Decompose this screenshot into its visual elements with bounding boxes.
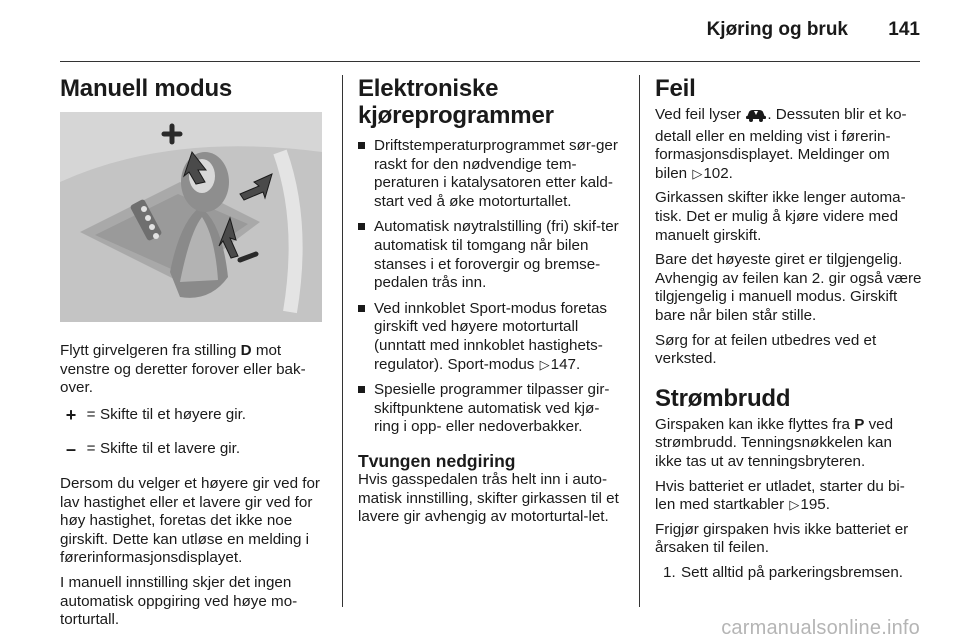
bullet-icon bbox=[358, 305, 365, 312]
bullet-icon bbox=[358, 223, 365, 230]
page-number: 141 bbox=[888, 19, 920, 40]
heading-kickdown: Tvungen nedgiring bbox=[358, 450, 516, 471]
page-reference-icon: ▷ bbox=[692, 165, 703, 181]
shift-down-row: – = Skifte til et lavere gir. bbox=[60, 440, 328, 459]
shift-up-text: Skifte til et høyere gir. bbox=[100, 405, 247, 423]
heading-fault: Feil bbox=[655, 75, 696, 102]
paragraph-no-shift: Dersom du velger et høyere gir ved for lav hastighet eller et lavere gir ved for høy hastighet, foretas det ikke noe girskift. Dette kan utløse en melding i førerinformasjonsdisplayet. bbox=[60, 474, 320, 567]
shift-up-row: + = Skifte til et høyere gir. bbox=[60, 406, 328, 425]
paragraph-kickdown: Hvis gasspedalen trås helt inn i auto-matisk innstilling, skifter girkassen til et lavere gir avhengig av motorturtal-let. bbox=[358, 470, 619, 526]
manual-mode-instruction: Flytt girvelgeren fra stilling D mot venstre og deretter forover eller bak-over. bbox=[60, 342, 306, 397]
paragraph-release-lever: Frigjør girspaken hvis ikke batteriet er årsaken til feilen. bbox=[655, 520, 909, 557]
page-header bbox=[0, 0, 960, 60]
paragraph-jump-start: Hvis batteriet er utladet, starter du bi-len med startkabler ▷195. bbox=[655, 477, 905, 514]
page-reference-icon: ▷ bbox=[539, 356, 550, 372]
column-divider-2 bbox=[639, 75, 640, 607]
heading-manual-mode: Manuell modus bbox=[60, 75, 233, 102]
car-fault-icon bbox=[745, 108, 767, 128]
paragraph-repair: Sørg for at feilen utbedres ved et verksted. bbox=[655, 331, 877, 368]
bullet-icon bbox=[358, 386, 365, 393]
column-electronic-programs bbox=[358, 75, 622, 533]
heading-electronic-programs: Elektroniske kjøreprogrammer bbox=[358, 75, 554, 129]
column-manual-mode bbox=[60, 75, 328, 636]
list-item: Spesielle programmer tilpasser gir-skiftpunktene automatisk ved kjø-ring i opp- eller nedoverbakker. bbox=[358, 381, 622, 437]
minus-symbol: – bbox=[65, 439, 76, 460]
paragraph-no-upshift: I manuell innstilling skjer det ingen automatisk oppgiring ved høye mo-torturtall. bbox=[60, 573, 298, 629]
list-item: Automatisk nøytralstilling (fri) skif-ter automatisk til tomgang når bilen stanses i et forovergir og bremse-pedalen trås inn. bbox=[358, 218, 622, 292]
list-item: 1. Sett alltid på parkeringsbremsen. bbox=[663, 563, 904, 581]
heading-power-failure: Strømbrudd bbox=[655, 384, 791, 412]
plus-symbol: + bbox=[65, 404, 77, 425]
gear-selector-illustration bbox=[60, 112, 322, 322]
steps-list bbox=[655, 564, 923, 583]
paragraph-highest-gear: Bare det høyeste giret er tilgjengelig. Avhengig av feilen kan 2. gir også være tilgjengelig i manuell modus. Girskift bare når bilen står stille. bbox=[655, 251, 922, 324]
list-item: Ved innkoblet Sport-modus foretas girskift ved høyere motorturtall (unntatt med innkoblet hastighets-regulator). Sport-modus ▷147. bbox=[358, 300, 622, 374]
header-rule bbox=[60, 61, 920, 62]
page-reference[interactable]: 102. bbox=[703, 164, 733, 182]
paragraph-fault-light: Ved feil lyser . Dessuten blir et ko-detall eller en melding vist i førerin-formasjonsdisplayet. Meldinger om bilen ▷102. bbox=[655, 106, 907, 182]
list-item: Driftstemperaturprogrammet sør-ger raskt for den nødvendige tem-peraturen i katalysatoren etter kald-start ved å øke motorturtallet. bbox=[358, 137, 622, 211]
page-reference-icon: ▷ bbox=[789, 497, 800, 513]
paragraph-lever-locked: Girspaken kan ikke flyttes fra P ved strømbrudd. Tenningsnøkkelen kan ikke tas ut av tenningsbryteren. bbox=[655, 415, 894, 470]
page-reference[interactable]: 195. bbox=[800, 496, 830, 514]
header-title: Kjøring og bruk bbox=[706, 19, 848, 40]
column-divider-1 bbox=[342, 75, 343, 607]
page-reference[interactable]: 147. bbox=[550, 355, 581, 373]
program-list bbox=[358, 137, 622, 437]
paragraph-no-auto-shift: Girkassen skifter ikke lenger automa-tisk. Det er mulig å kjøre videre med manuelt girskift. bbox=[655, 189, 906, 244]
shift-down-text: Skifte til et lavere gir. bbox=[100, 440, 241, 458]
column-faults bbox=[655, 75, 923, 589]
watermark: carmanualsonline.info bbox=[721, 617, 920, 639]
bullet-icon bbox=[358, 142, 365, 149]
